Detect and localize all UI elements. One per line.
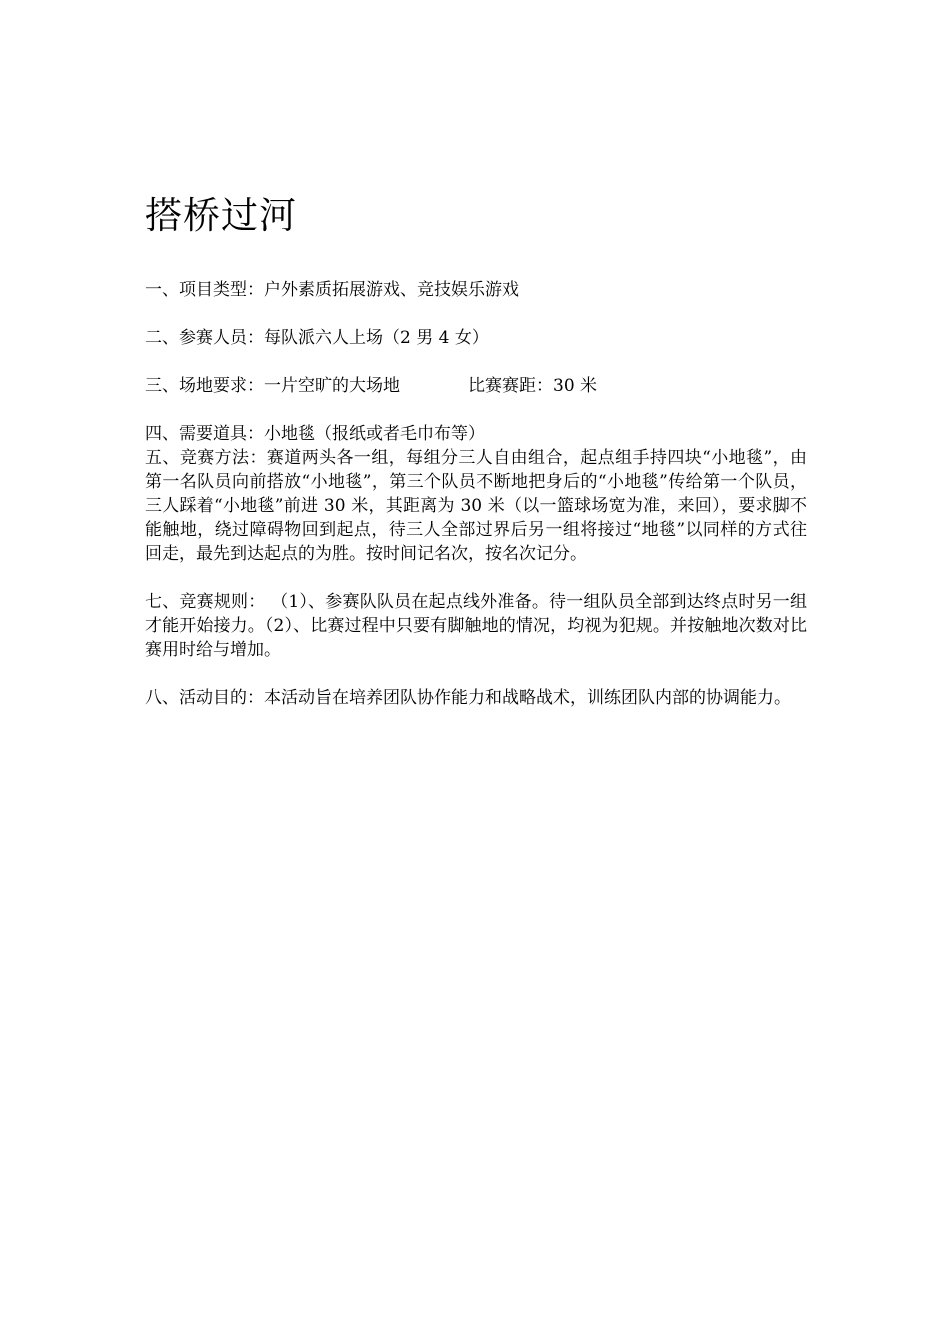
document-title: 搭桥过河: [145, 194, 297, 237]
competition-method: 五、竞赛方法：赛道两头各一组，每组分三人自由组合，起点组手持四块“小地毯”，由第一名队员向前搭放“小地毯”，第三个队员不断地把身后的“小地毯”传给第一个队员，三人踩着“小地毯”前进 30 米，其距离为 30 米（以一篮球场宽为准，来回），要求脚不能触地，绕过障碍物回到起点，待三人全部过界后另一组将接过“地毯”以同样的方式往回走，最先到达起点的为胜。按时间记名次，按名次记分。: [145, 448, 807, 564]
document-content: [145, 190, 807, 710]
participants: 二、参赛人员：每队派六人上场（2 男 4 女）: [145, 328, 489, 348]
race-distance: 比赛赛距：30 米: [468, 376, 598, 396]
required-props: 四、需要道具：小地毯（报纸或者毛巾布等）: [145, 424, 485, 444]
competition-rules: 七、竞赛规则： （1）、参赛队队员在起点线外准备。待一组队员全部到达终点时另一组才能开始接力。（2）、比赛过程中只要有脚触地的情况，均视为犯规。并按触地次数对比赛用时给与增加。: [145, 592, 807, 660]
project-type: 一、项目类型：户外素质拓展游戏、竞技娱乐游戏: [145, 280, 519, 300]
venue-text: 三、场地要求：一片空旷的大场地: [145, 376, 400, 396]
activity-purpose: 八、活动目的：本活动旨在培养团队协作能力和战略战术，训练团队内部的协调能力。: [145, 688, 791, 708]
venue-requirements: [145, 374, 807, 398]
